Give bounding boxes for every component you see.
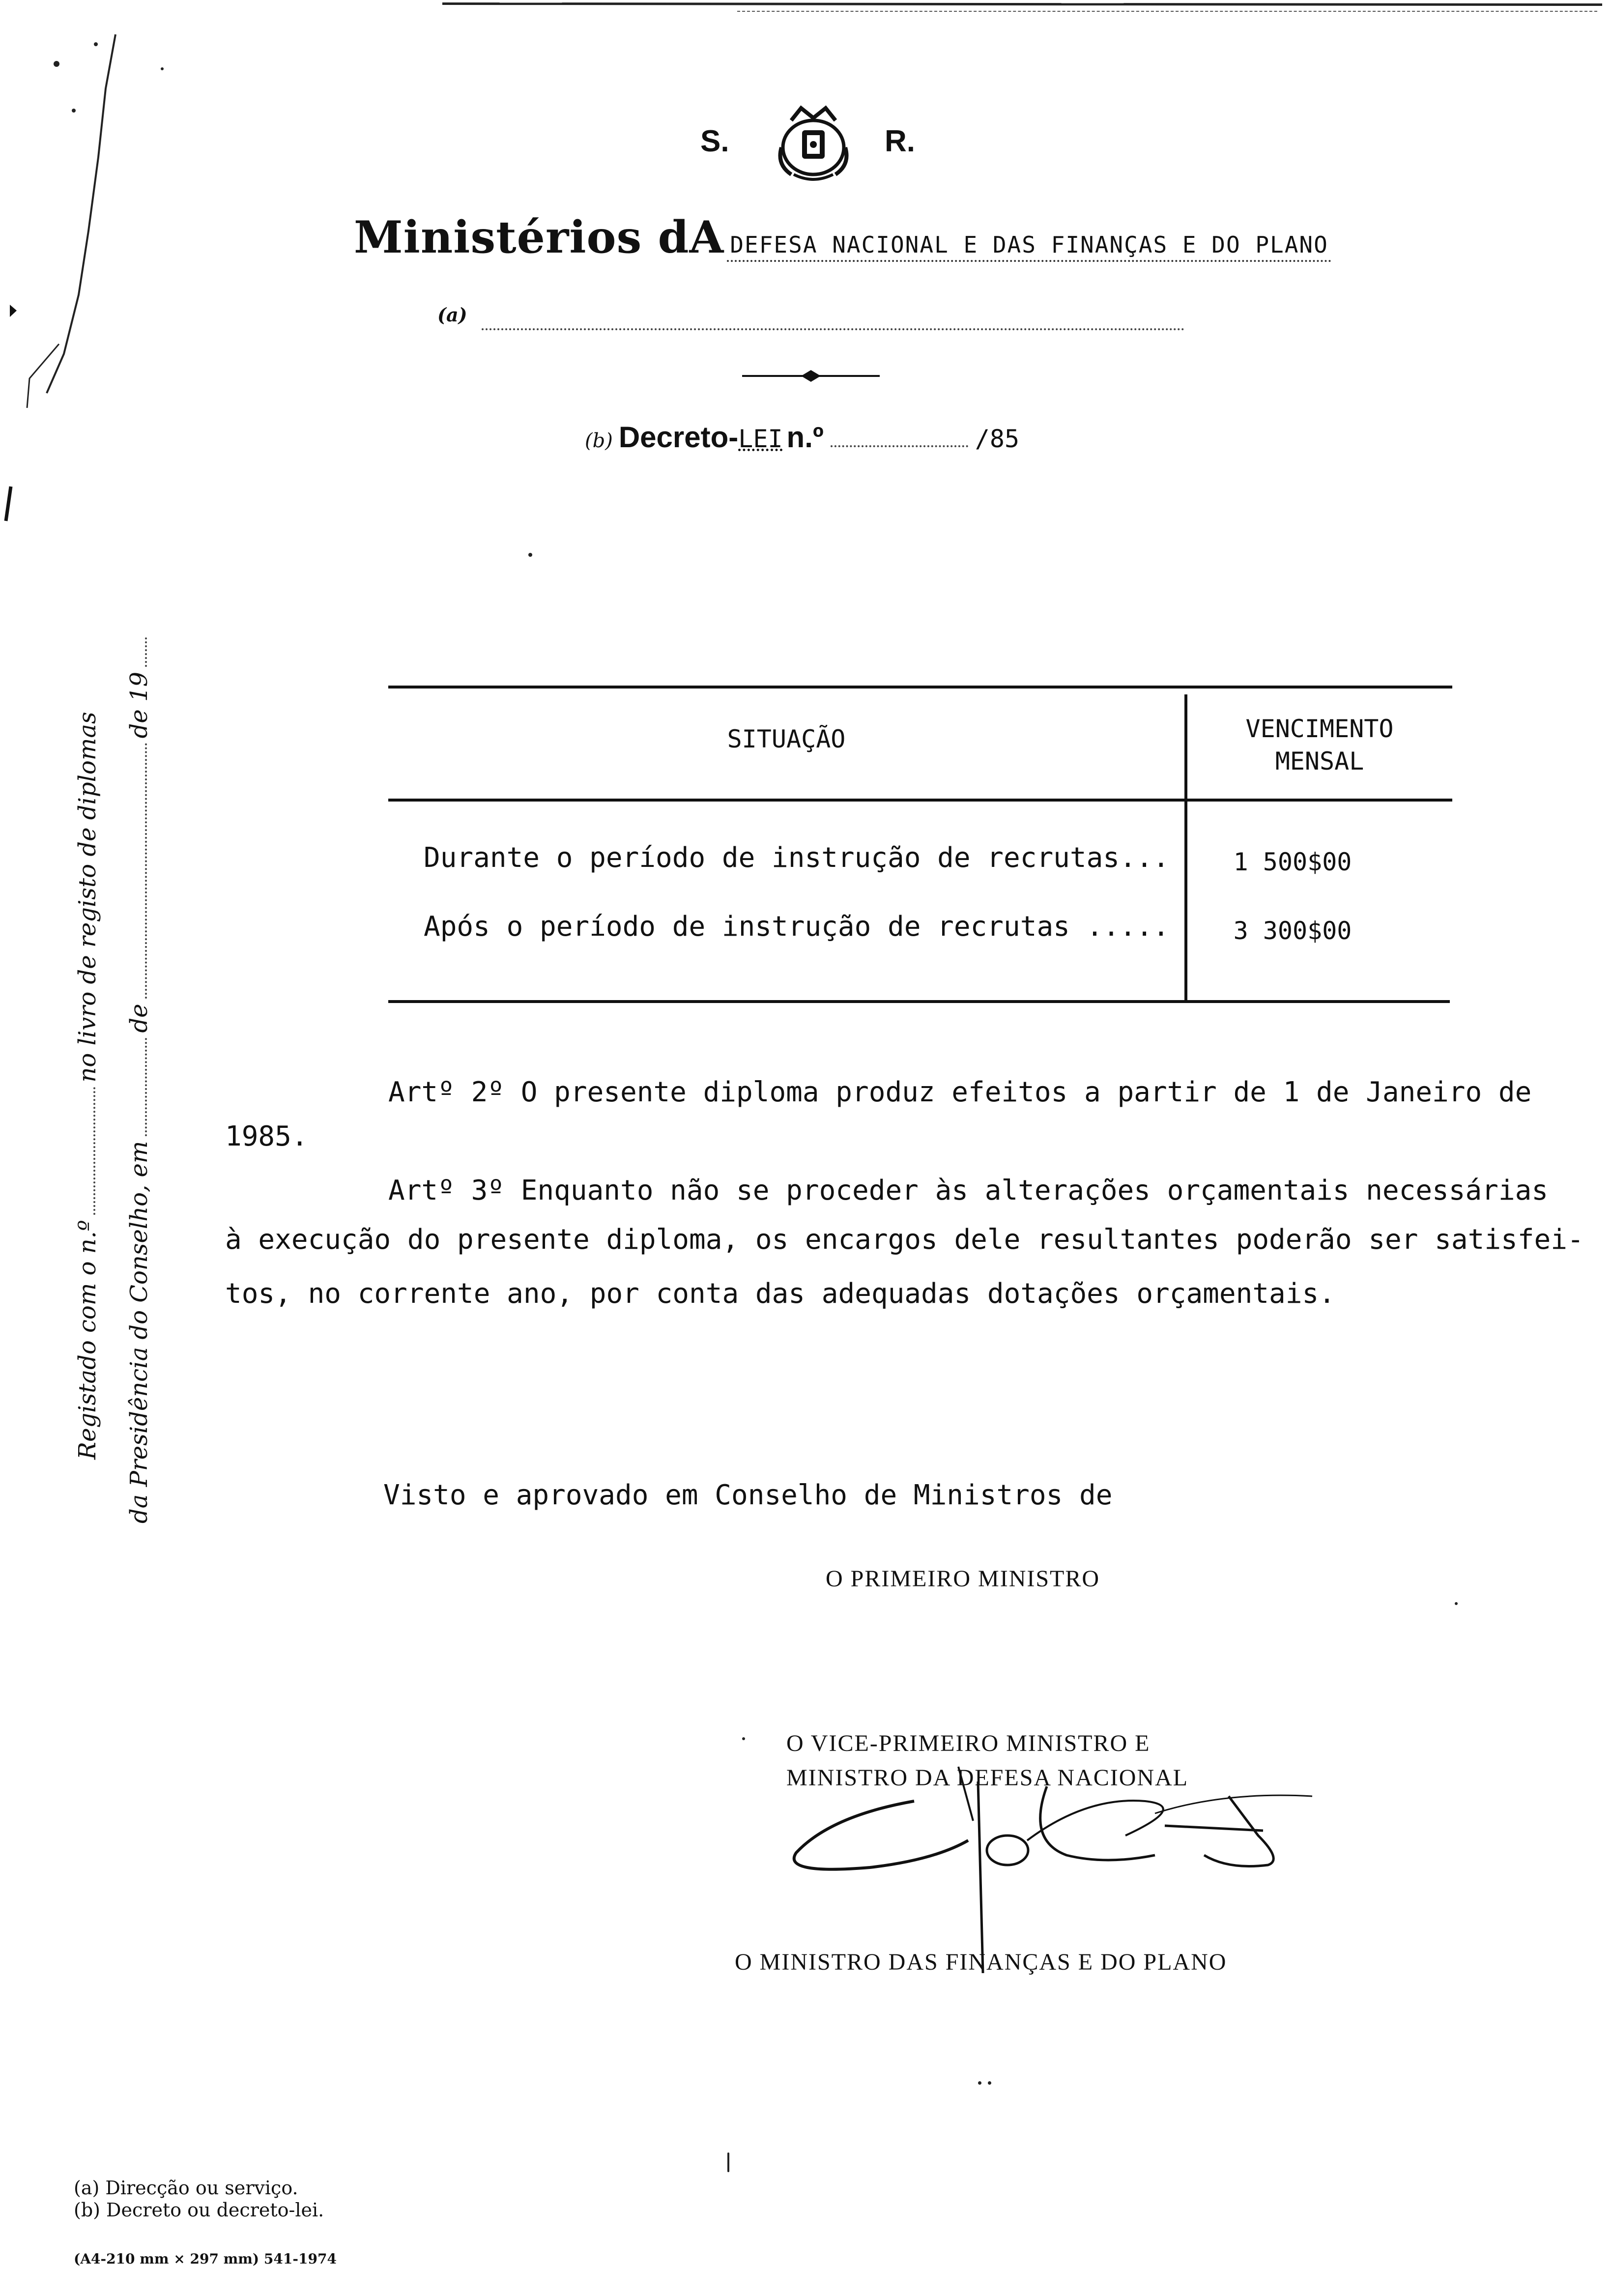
table-top-rule	[388, 686, 1452, 689]
speck	[1455, 1602, 1458, 1605]
registration-line-2-mid: de	[125, 1004, 153, 1033]
approval-statement: Visto e aprovado em Conselho de Ministros de	[383, 1479, 1113, 1511]
decreto-year: /85	[975, 425, 1020, 453]
registration-line-2-end: de 19	[125, 671, 153, 739]
footnote-b: (b) Decreto ou decreto-lei.	[74, 2199, 324, 2221]
registration-month-blank	[125, 743, 147, 999]
ministerio-line	[354, 211, 1331, 263]
header-r: R.	[885, 124, 915, 158]
registration-line-2	[125, 632, 153, 1523]
decreto-line	[585, 420, 1019, 454]
registration-year-blank	[125, 637, 147, 667]
table-row-vencimento: 3 300$00	[1233, 917, 1352, 945]
table-row-vencimento: 1 500$00	[1233, 848, 1352, 876]
registration-line-2-start: da Presidência do Conselho, em	[125, 1141, 153, 1523]
divider-ornament	[732, 366, 890, 386]
table-column-rule	[1184, 694, 1187, 1002]
article-3-line-3: tos, no corrente ano, por conta das adequadas dotações orçamentais.	[225, 1278, 1335, 1310]
scan-top-edge	[442, 2, 1602, 6]
decreto-number-blank	[831, 421, 968, 447]
table-header-rule	[388, 799, 1452, 802]
footnote-a: (a) Direcção ou serviço.	[74, 2177, 298, 2199]
article-2-line-2: 1985.	[225, 1120, 308, 1152]
registration-line-1	[74, 712, 101, 1460]
registration-line-1-start: Registado com o n.º	[74, 1220, 101, 1460]
direction-blank-line	[482, 328, 1184, 330]
coat-of-arms-icon	[772, 101, 855, 184]
header-vencimento-line2: MENSAL	[1275, 747, 1364, 775]
speck	[727, 2152, 729, 2172]
header-vencimento	[1189, 713, 1450, 777]
ministerio-name: DEFESA NACIONAL E DAS FINANÇAS E DO PLANO	[727, 231, 1331, 262]
speck	[988, 2081, 991, 2085]
margin-marks	[0, 0, 197, 541]
table-bottom-rule	[388, 1000, 1450, 1003]
handwritten-signature	[772, 1762, 1337, 1973]
primeiro-ministro-title: O PRIMEIRO MINISTRO	[826, 1566, 1100, 1592]
decreto-b-label: (b)	[585, 430, 613, 452]
header-situacao: SITUAÇÃO	[727, 725, 846, 753]
table-row-situacao: Durante o período de instrução de recrutas...	[424, 842, 1170, 874]
ministerio-prefix: Ministérios dA	[354, 211, 724, 263]
article-3-line-1: Artº 3º Enquanto não se proceder às alterações orçamentais necessárias	[388, 1175, 1549, 1206]
registration-line-1-end: no livro de registo de diplomas	[74, 712, 101, 1083]
ministro-financas-title: O MINISTRO DAS FINANÇAS E DO PLANO	[735, 1949, 1227, 1975]
scan-top-edge-dashes	[737, 11, 1597, 12]
registration-day-blank	[125, 1038, 147, 1136]
decreto-word: Decreto-	[618, 421, 739, 454]
speck	[978, 2081, 981, 2085]
article-2-line-1: Artº 2º O presente diploma produz efeitos a partir de 1 de Janeiro de	[388, 1076, 1532, 1108]
paper-format-note: (A4-210 mm × 297 mm) 541-1974	[74, 2251, 337, 2267]
speck	[742, 1737, 745, 1740]
registration-number-blank	[74, 1088, 95, 1215]
header-s: S.	[700, 124, 729, 158]
header-vencimento-line1: VENCIMENTO	[1245, 715, 1394, 743]
article-3-line-2: à execução do presente diploma, os encargos dele resultantes poderão ser satisfei-	[225, 1224, 1584, 1256]
salary-table	[388, 686, 1455, 1005]
decreto-number-label: n.º	[786, 421, 824, 454]
decreto-lei: LEI	[738, 425, 783, 453]
vice-primeiro-ministro-title: O VICE-PRIMEIRO MINISTRO E	[786, 1730, 1151, 1756]
table-row-situacao: Após o período de instrução de recrutas .....	[424, 911, 1170, 943]
speck	[528, 553, 532, 557]
direction-label: (a)	[437, 304, 467, 326]
ministro-defesa-title: MINISTRO DA DEFESA NACIONAL	[786, 1765, 1189, 1791]
